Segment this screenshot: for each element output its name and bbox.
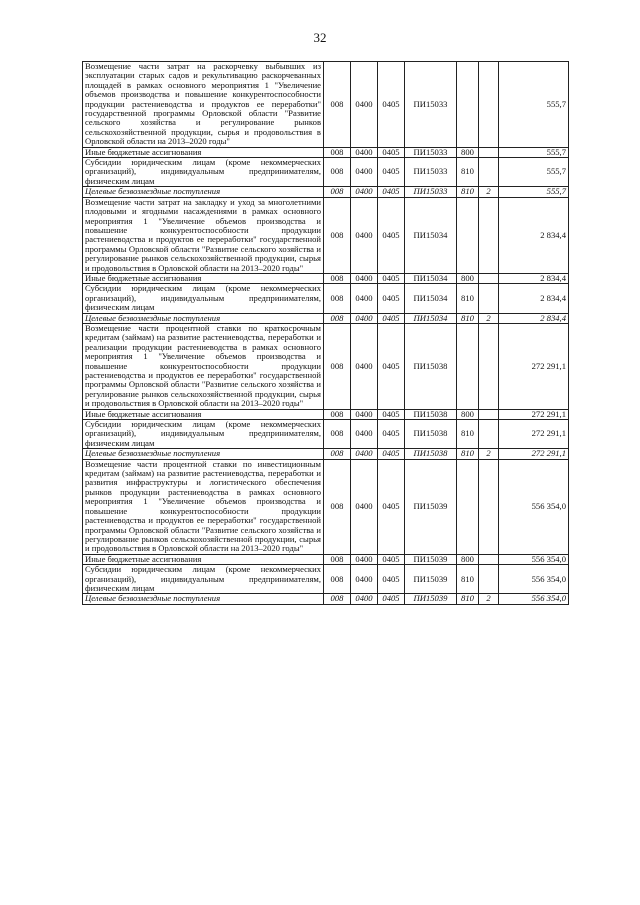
ministry-code: 008	[324, 323, 351, 409]
ministry-code: 008	[324, 594, 351, 604]
subsection-code: 0405	[378, 147, 405, 157]
row-description: Возмещение части процентной ставки по краткосрочным кредитам (займам) на развитие растениеводства, переработки и реализации продукции растениеводства в рамках основного мероприятия 1 "Увеличение объемов производства и повышение конкурентоспособности продукции растениеводства и продуктов ее переработки" государственной программы Орловской области "Развитие сельского хозяйства и регулирование рынков сельскохозяйственной продукции, сырья и продовольствия в Орловской области на 2013–2020 годы"	[83, 323, 324, 409]
amount: 2 834,4	[499, 313, 569, 323]
ministry-code: 008	[324, 158, 351, 187]
expense-type-code: 810	[457, 187, 479, 197]
funding-source-code	[479, 420, 499, 449]
expense-type-code: 800	[457, 554, 479, 564]
ministry-code: 008	[324, 313, 351, 323]
section-code: 0400	[351, 554, 378, 564]
expense-type-code: 800	[457, 273, 479, 283]
table-row	[83, 273, 569, 283]
subsection-code: 0405	[378, 323, 405, 409]
amount: 272 291,1	[499, 323, 569, 409]
funding-source-code	[479, 459, 499, 554]
amount: 555,7	[499, 62, 569, 148]
amount: 555,7	[499, 187, 569, 197]
amount: 2 834,4	[499, 273, 569, 283]
table-row	[83, 420, 569, 449]
target-article-code: ПИ15034	[405, 284, 457, 313]
ministry-code: 008	[324, 409, 351, 419]
subsection-code: 0405	[378, 313, 405, 323]
section-code: 0400	[351, 449, 378, 459]
section-code: 0400	[351, 459, 378, 554]
expense-type-code: 810	[457, 594, 479, 604]
target-article-code: ПИ15038	[405, 323, 457, 409]
ministry-code: 008	[324, 187, 351, 197]
expense-type-code: 800	[457, 409, 479, 419]
target-article-code: ПИ15039	[405, 565, 457, 594]
funding-source-code: 2	[479, 313, 499, 323]
target-article-code: ПИ15033	[405, 187, 457, 197]
row-description: Субсидии юридическим лицам (кроме некоммерческих организаций), индивидуальным предпринимателям, физическим лицам	[83, 158, 324, 187]
row-description: Целевые безвозмездные поступления	[83, 187, 324, 197]
table-row	[83, 284, 569, 313]
subsection-code: 0405	[378, 187, 405, 197]
row-description: Целевые безвозмездные поступления	[83, 594, 324, 604]
table-row	[83, 197, 569, 273]
expense-type-code: 810	[457, 284, 479, 313]
row-description: Целевые безвозмездные поступления	[83, 313, 324, 323]
ministry-code: 008	[324, 147, 351, 157]
table-row	[83, 594, 569, 604]
subsection-code: 0405	[378, 197, 405, 273]
subsection-code: 0405	[378, 449, 405, 459]
table-row	[83, 147, 569, 157]
expense-type-code: 810	[457, 565, 479, 594]
section-code: 0400	[351, 273, 378, 283]
target-article-code: ПИ15033	[405, 62, 457, 148]
target-article-code: ПИ15034	[405, 197, 457, 273]
subsection-code: 0405	[378, 420, 405, 449]
subsection-code: 0405	[378, 273, 405, 283]
table-row	[83, 565, 569, 594]
funding-source-code	[479, 158, 499, 187]
funding-source-code	[479, 62, 499, 148]
amount: 555,7	[499, 158, 569, 187]
funding-source-code: 2	[479, 187, 499, 197]
amount: 2 834,4	[499, 197, 569, 273]
funding-source-code	[479, 197, 499, 273]
funding-source-code: 2	[479, 594, 499, 604]
row-description: Возмещение части затрат на закладку и уход за многолетними плодовыми и ягодными насаждениями в рамках основного мероприятия 1 "Увеличение объемов производства и повышение конкурентоспособности продукции растениеводства и продуктов ее переработки" государственной программы Орловской области "Развитие сельского хозяйства и регулирование рынков сельскохозяйственной продукции, сырья и продовольствия в Орловской области на 2013–2020 годы"	[83, 197, 324, 273]
section-code: 0400	[351, 565, 378, 594]
amount: 556 354,0	[499, 459, 569, 554]
funding-source-code	[479, 565, 499, 594]
ministry-code: 008	[324, 554, 351, 564]
row-description: Иные бюджетные ассигнования	[83, 147, 324, 157]
table-row	[83, 187, 569, 197]
funding-source-code	[479, 323, 499, 409]
section-code: 0400	[351, 147, 378, 157]
page-number: 32	[313, 30, 327, 45]
target-article-code: ПИ15033	[405, 158, 457, 187]
target-article-code: ПИ15034	[405, 313, 457, 323]
subsection-code: 0405	[378, 284, 405, 313]
ministry-code: 008	[324, 284, 351, 313]
funding-source-code	[479, 554, 499, 564]
funding-source-code: 2	[479, 449, 499, 459]
ministry-code: 008	[324, 62, 351, 148]
amount: 272 291,1	[499, 409, 569, 419]
amount: 272 291,1	[499, 449, 569, 459]
expense-type-code	[457, 62, 479, 148]
expense-type-code	[457, 323, 479, 409]
ministry-code: 008	[324, 449, 351, 459]
target-article-code: ПИ15038	[405, 449, 457, 459]
ministry-code: 008	[324, 197, 351, 273]
table-row	[83, 313, 569, 323]
section-code: 0400	[351, 313, 378, 323]
amount: 556 354,0	[499, 554, 569, 564]
row-description: Иные бюджетные ассигнования	[83, 409, 324, 419]
expense-type-code	[457, 197, 479, 273]
funding-source-code	[479, 284, 499, 313]
amount: 556 354,0	[499, 594, 569, 604]
amount: 272 291,1	[499, 420, 569, 449]
row-description: Субсидии юридическим лицам (кроме некоммерческих организаций), индивидуальным предпринимателям, физическим лицам	[83, 284, 324, 313]
subsection-code: 0405	[378, 459, 405, 554]
target-article-code: ПИ15039	[405, 554, 457, 564]
subsection-code: 0405	[378, 62, 405, 148]
ministry-code: 008	[324, 420, 351, 449]
section-code: 0400	[351, 409, 378, 419]
expense-type-code	[457, 459, 479, 554]
target-article-code: ПИ15039	[405, 459, 457, 554]
expense-type-code: 810	[457, 420, 479, 449]
subsection-code: 0405	[378, 554, 405, 564]
ministry-code: 008	[324, 273, 351, 283]
target-article-code: ПИ15038	[405, 420, 457, 449]
expense-type-code: 800	[457, 147, 479, 157]
table-row	[83, 323, 569, 409]
subsection-code: 0405	[378, 565, 405, 594]
section-code: 0400	[351, 158, 378, 187]
target-article-code: ПИ15038	[405, 409, 457, 419]
section-code: 0400	[351, 420, 378, 449]
expense-type-code: 810	[457, 449, 479, 459]
amount: 555,7	[499, 147, 569, 157]
section-code: 0400	[351, 187, 378, 197]
target-article-code: ПИ15033	[405, 147, 457, 157]
amount: 556 354,0	[499, 565, 569, 594]
funding-source-code	[479, 273, 499, 283]
row-description: Иные бюджетные ассигнования	[83, 273, 324, 283]
section-code: 0400	[351, 62, 378, 148]
row-description: Субсидии юридическим лицам (кроме некоммерческих организаций), индивидуальным предпринимателям, физическим лицам	[83, 565, 324, 594]
expense-type-code: 810	[457, 158, 479, 187]
subsection-code: 0405	[378, 409, 405, 419]
ministry-code: 008	[324, 459, 351, 554]
section-code: 0400	[351, 323, 378, 409]
table-row	[83, 449, 569, 459]
section-code: 0400	[351, 197, 378, 273]
funding-source-code	[479, 409, 499, 419]
table-row	[83, 409, 569, 419]
table-row	[83, 554, 569, 564]
amount: 2 834,4	[499, 284, 569, 313]
table-row	[83, 158, 569, 187]
row-description: Субсидии юридическим лицам (кроме некоммерческих организаций), индивидуальным предпринимателям, физическим лицам	[83, 420, 324, 449]
ministry-code: 008	[324, 565, 351, 594]
target-article-code: ПИ15034	[405, 273, 457, 283]
section-code: 0400	[351, 284, 378, 313]
section-code: 0400	[351, 594, 378, 604]
table-row	[83, 62, 569, 148]
subsection-code: 0405	[378, 158, 405, 187]
row-description: Иные бюджетные ассигнования	[83, 554, 324, 564]
row-description: Возмещение части процентной ставки по инвестиционным кредитам (займам) на развитие растениеводства, переработки и развития инфраструктуры и логистического обеспечения рынков продукции растениеводства в рамках основного мероприятия 1 "Увеличение объемов производства и повышение конкурентоспособности продукции растениеводства и продуктов ее переработки" государственной программы Орловской области "Развитие сельского хозяйства и регулирование рынков сельскохозяйственной продукции, сырья и продовольствия в Орловской области на 2013–2020 годы"	[83, 459, 324, 554]
row-description: Целевые безвозмездные поступления	[83, 449, 324, 459]
funding-source-code	[479, 147, 499, 157]
row-description: Возмещение части затрат на раскорчевку выбывших из эксплуатации старых садов и рекультивацию раскорчеванных площадей в рамках основного мероприятия 1 "Увеличение объемов производства и повышение конкурентоспособности продукции растениеводства и продуктов ее переработки" государственной программы Орловской области "Развитие сельского хозяйства и регулирование рынков сельскохозяйственной продукции, сырья и продовольствия в Орловской области на 2013–2020 годы"	[83, 62, 324, 148]
subsection-code: 0405	[378, 594, 405, 604]
budget-table-body	[83, 62, 569, 605]
target-article-code: ПИ15039	[405, 594, 457, 604]
expense-type-code: 810	[457, 313, 479, 323]
table-row	[83, 459, 569, 554]
budget-table	[82, 61, 569, 605]
